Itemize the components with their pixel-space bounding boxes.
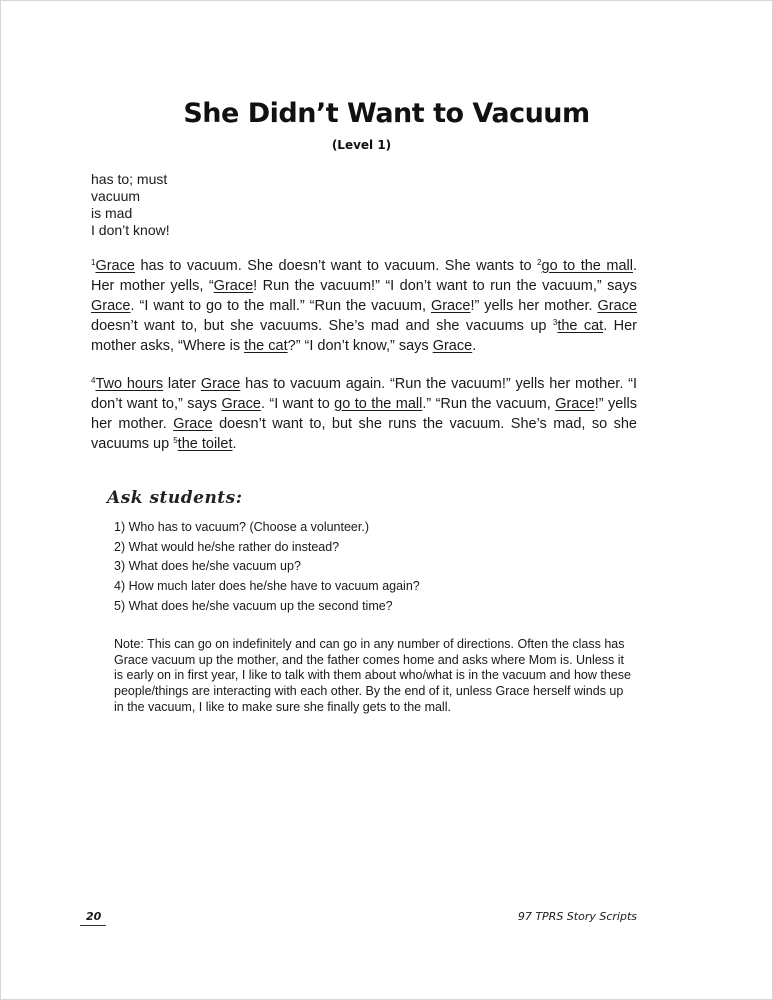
underlined-term: Grace xyxy=(221,396,261,412)
story-text: has to vacuum again. “Run the vacuum!” yells her mother. “I don’t want to,” says xyxy=(91,376,637,412)
book-title: 97 TPRS Story Scripts xyxy=(517,910,637,923)
underlined-term: Grace xyxy=(597,298,637,314)
vocab-item: has to; must xyxy=(91,171,168,187)
story-text: has to vacuum. She doesn’t want to vacuum. She wants to xyxy=(134,258,538,274)
underlined-term: Two hours xyxy=(95,376,164,392)
underlined-term: Grace xyxy=(173,416,213,432)
underlined-term: Grace xyxy=(430,298,471,314)
ask-students-heading: Ask students: xyxy=(107,488,243,508)
footnote-marker: 2 xyxy=(537,258,542,267)
question-item: 2) What would he/she rather do instead? xyxy=(114,539,340,554)
footnote-marker: 4 xyxy=(91,376,96,385)
story-text: . “I want to go to the mall.” “Run the vacuum, xyxy=(130,298,431,314)
underlined-term: Grace xyxy=(95,258,135,274)
question-item: 5) What does he/she vacuum up the second time? xyxy=(114,598,393,613)
underlined-term: Grace xyxy=(200,376,241,392)
story-text: . “I want to xyxy=(260,396,335,412)
story-text: !” yells her mother. xyxy=(91,396,637,432)
story-text: doesn’t want to, but she runs the vacuum. She’s mad, so she vacuums up xyxy=(91,416,637,452)
story-text: . Her mother yells, “ xyxy=(91,258,637,294)
story-text: . xyxy=(472,338,477,354)
underlined-term: go to the mall xyxy=(334,396,423,412)
underlined-term: Grace xyxy=(91,298,131,314)
underlined-term: go to the mall xyxy=(541,258,633,274)
vocab-item: vacuum xyxy=(91,188,141,204)
story-text: later xyxy=(163,376,201,392)
underlined-term: Grace xyxy=(432,338,473,354)
story-text: !” yells her mother. xyxy=(470,298,598,314)
page-number: 20 xyxy=(86,910,102,923)
question-item: 3) What does he/she vacuum up? xyxy=(114,559,301,574)
story-text: . xyxy=(232,436,237,452)
question-item: 1) Who has to vacuum? (Choose a volunteer.) xyxy=(114,520,369,534)
question-item: 4) How much later does he/she have to vacuum again? xyxy=(114,579,420,594)
question-list xyxy=(114,518,420,617)
story-text: doesn’t want to, but she vacuums. She’s mad and she vacuums up xyxy=(91,318,553,334)
underlined-term: Grace xyxy=(213,278,254,294)
story-paragraph-2 xyxy=(91,374,637,454)
story-text: .” “Run the vacuum, xyxy=(422,396,556,412)
page-number-underline xyxy=(80,925,106,926)
footnote-marker: 1 xyxy=(91,258,96,267)
story-paragraph-1 xyxy=(91,256,637,356)
vocab-item: I don’t know! xyxy=(91,222,170,238)
underlined-term: Grace xyxy=(555,396,595,412)
teacher-note: Note: This can go on indefinitely and can go in any number of directions. Often the class has Grace vacuum up the mother, and the father comes home and asks where Mom is. Unless it is early on in first year, I like to talk with them about who/what is in the vacuum and how these people/things are interacting with each other. By the end of it, unless Grace herself winds up in the vacuum, I like to make sure she finally gets to the mall. xyxy=(114,637,631,714)
underlined-term: the toilet xyxy=(177,436,233,452)
story-text: . Her mother asks, “Where is xyxy=(91,318,638,354)
story-text: ! Run the vacuum!” “I don’t want to run the vacuum,” says xyxy=(253,278,637,294)
vocab-item: is mad xyxy=(91,205,133,221)
footnote-marker: 5 xyxy=(173,436,178,445)
vocabulary-list xyxy=(91,171,170,239)
level-label: (Level 1) xyxy=(331,138,392,152)
story-text: ?” “I don’t know,” says xyxy=(287,338,433,354)
footnote-marker: 3 xyxy=(552,318,558,327)
underlined-term: the cat xyxy=(244,338,288,354)
underlined-term: the cat xyxy=(557,318,604,334)
page-title: She Didn’t Want to Vacuum xyxy=(183,98,590,129)
